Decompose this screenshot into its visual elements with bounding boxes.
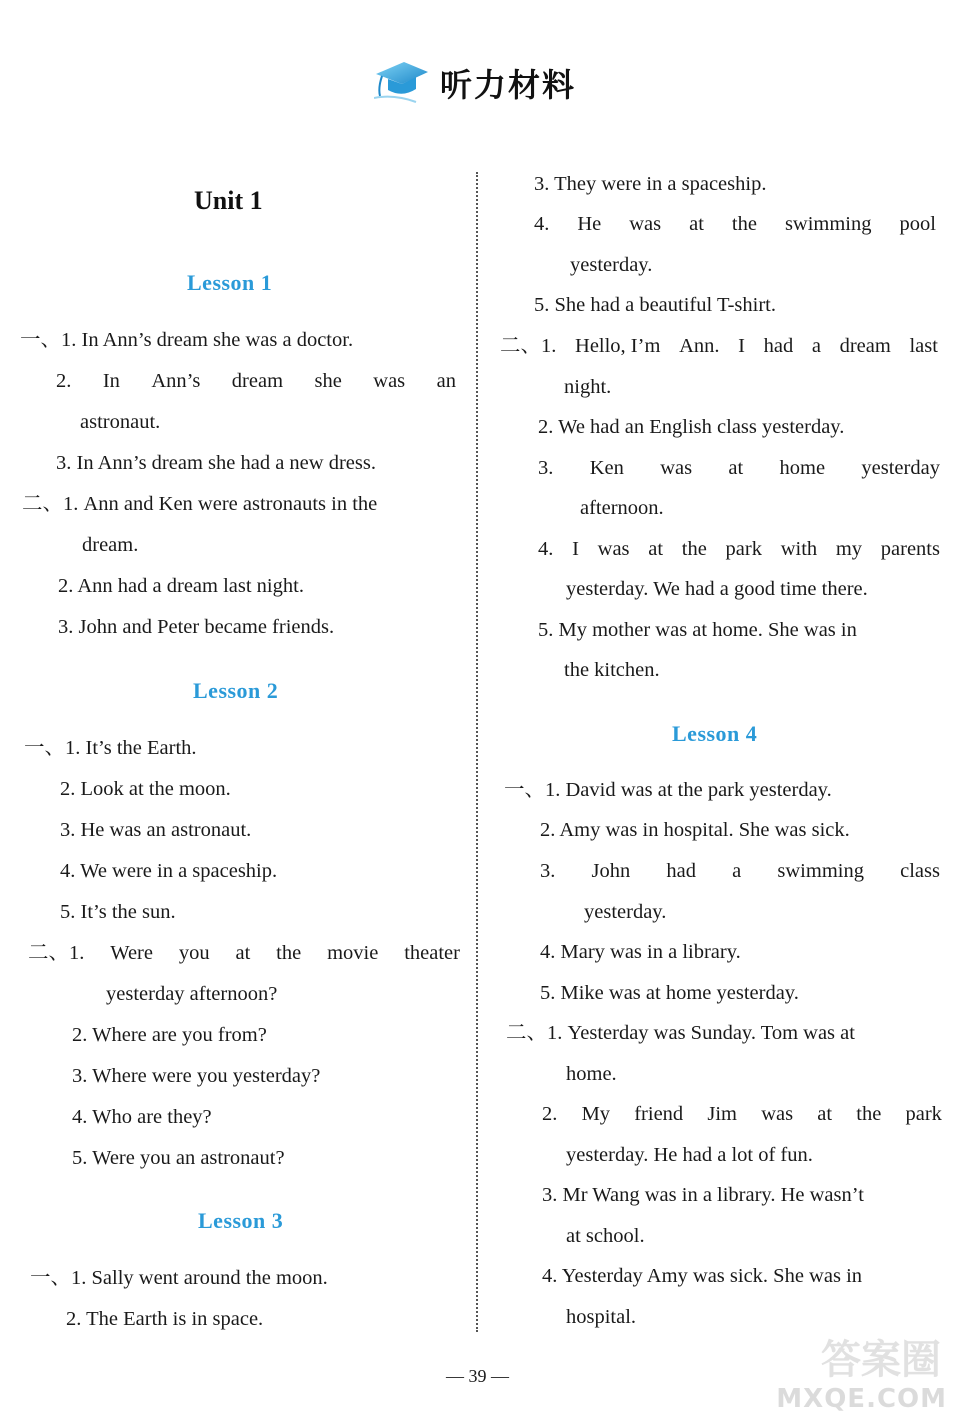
text-line: 5. Were you an astronaut? <box>72 1147 285 1169</box>
page-header <box>0 56 955 116</box>
text-line: yesterday afternoon? <box>106 983 278 1005</box>
text-line: 一、1. In Ann’s dream she was a doctor. <box>20 329 354 351</box>
text-line-justified: 二、1. Hello, I’m Ann. I had a dream last <box>500 335 938 357</box>
page-title: 听力材料 <box>440 66 577 104</box>
text-line-justified: 3. John had a swimming class <box>540 860 940 882</box>
text-line: 一、1. Sally went around the moon. <box>30 1267 328 1289</box>
text-line: 2. Where are you from? <box>72 1024 267 1046</box>
text-line: at school. <box>566 1225 645 1247</box>
lesson-4-heading: Lesson 4 <box>672 721 758 746</box>
text-line: 4. Yesterday Amy was sick. She was in <box>542 1265 863 1287</box>
text-line: 5. She had a beautiful T-shirt. <box>534 294 776 316</box>
text-line: yesterday. He had a lot of fun. <box>566 1144 813 1166</box>
page-number: — 39 — <box>446 1366 509 1386</box>
text-line: 2. The Earth is in space. <box>66 1308 264 1330</box>
text-line: 4. Mary was in a library. <box>540 941 741 963</box>
text-line: 4. Who are they? <box>72 1106 212 1128</box>
text-line-justified: 2. My friend Jim was at the park <box>542 1103 942 1125</box>
text-line: 一、1. It’s the Earth. <box>24 737 197 759</box>
text-line-justified: 4. He was at the swimming pool <box>534 213 936 235</box>
text-line-justified: 2. In Ann’s dream she was an <box>56 370 456 392</box>
text-line: 3. They were in a spaceship. <box>534 173 767 195</box>
text-line: 二、1. Ann and Ken were astronauts in the <box>22 493 378 515</box>
text-line: night. <box>564 376 612 398</box>
text-line: 2. Ann had a dream last night. <box>58 575 304 597</box>
lesson-3-heading: Lesson 3 <box>198 1208 284 1233</box>
text-line: 3. He was an astronaut. <box>60 819 252 841</box>
watermark <box>767 1324 947 1414</box>
text-line: 2. Amy was in hospital. She was sick. <box>540 819 850 841</box>
watermark-en: MXQE.COM <box>776 1384 947 1414</box>
text-line: 3. In Ann’s dream she had a new dress. <box>56 452 376 474</box>
text-line: 3. John and Peter became friends. <box>58 616 335 638</box>
text-line: 5. Mike was at home yesterday. <box>540 982 799 1004</box>
watermark-cn: 答案圈 <box>821 1337 941 1383</box>
unit-title: Unit 1 <box>194 186 263 215</box>
text-line-justified: 二、1. Were you at the movie theater <box>28 942 460 964</box>
text-line: 2. Look at the moon. <box>60 778 231 800</box>
text-line: dream. <box>82 534 139 556</box>
text-line: 一、1. David was at the park yesterday. <box>504 779 832 801</box>
text-line-justified: 3. Ken was at home yesterday <box>538 457 940 479</box>
graduation-cap-icon <box>374 58 430 104</box>
text-line: home. <box>566 1063 617 1085</box>
text-line: astronaut. <box>80 411 161 433</box>
text-line: hospital. <box>566 1306 637 1328</box>
text-line: 4. We were in a spaceship. <box>60 860 278 882</box>
text-line: afternoon. <box>580 497 664 519</box>
text-line: 二、1. Yesterday was Sunday. Tom was at <box>506 1022 855 1044</box>
text-line: 2. We had an English class yesterday. <box>538 416 845 438</box>
lesson-2-heading: Lesson 2 <box>193 678 279 703</box>
text-line: 5. My mother was at home. She was in <box>538 619 857 641</box>
text-line: 5. It’s the sun. <box>60 901 176 923</box>
text-line: the kitchen. <box>564 659 660 681</box>
text-line: yesterday. We had a good time there. <box>566 578 868 600</box>
text-line: yesterday. <box>570 254 653 276</box>
lesson-1-heading: Lesson 1 <box>187 270 273 295</box>
text-line: 3. Mr Wang was in a library. He wasn’t <box>542 1184 864 1206</box>
text-line: yesterday. <box>584 901 667 923</box>
text-line-justified: 4. I was at the park with my parents <box>538 538 940 560</box>
text-line: 3. Where were you yesterday? <box>72 1065 321 1087</box>
column-divider <box>476 172 478 1332</box>
